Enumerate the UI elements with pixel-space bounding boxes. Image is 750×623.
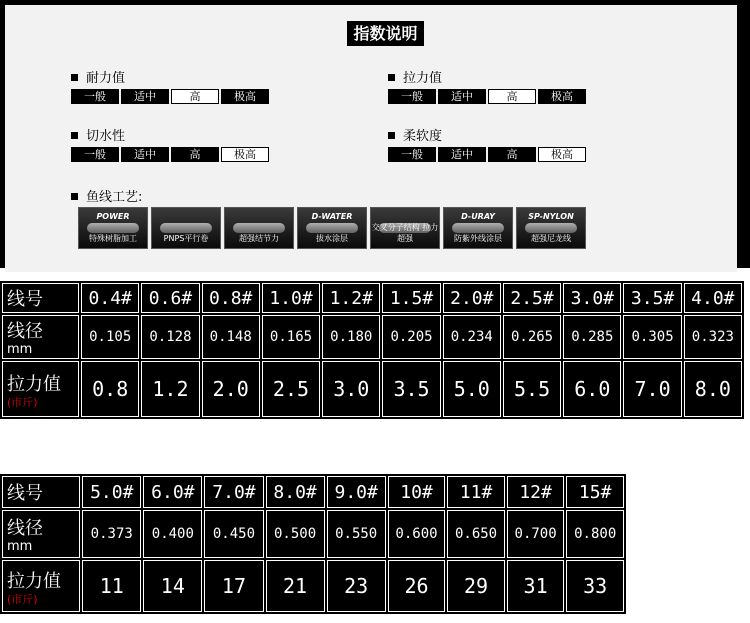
- diameter-cell: 0.373: [82, 510, 141, 558]
- level-3: 极高: [538, 147, 586, 162]
- level-3: 极高: [538, 89, 586, 104]
- strength-cell: 21: [266, 560, 325, 612]
- level-0: 一般: [71, 147, 119, 162]
- molecule-icon: [370, 207, 440, 249]
- strength-cell: 17: [204, 560, 263, 612]
- water-drop-icon: [297, 207, 367, 249]
- level-1: 适中: [121, 89, 169, 104]
- bullet-icon: [388, 132, 395, 139]
- diameter-cell: 0.165: [262, 315, 320, 359]
- strength-cell: 5.5: [503, 361, 561, 417]
- badge-graphic: [160, 223, 212, 233]
- diameter-cell: 0.305: [623, 315, 681, 359]
- size-cell: 15#: [566, 476, 624, 508]
- craft-badges: [78, 207, 589, 249]
- strength-cell: 2.5: [262, 361, 320, 417]
- badge-title: SP-NYLON: [528, 212, 574, 221]
- nylon-icon: [516, 207, 586, 249]
- strength-cell: 11: [82, 560, 141, 612]
- power-icon: [78, 207, 148, 249]
- size-cell: 2.5#: [503, 283, 561, 313]
- row-label-size: 线号: [2, 283, 79, 313]
- diameter-cell: 0.550: [327, 510, 386, 558]
- badge-caption: 特殊树脂加工: [89, 234, 137, 243]
- badge-caption: PNPS平行卷: [163, 234, 209, 243]
- badge-caption: 防紫外线涂层: [454, 234, 502, 243]
- size-cell: 4.0#: [684, 283, 742, 313]
- badge-title: D-URAY: [461, 212, 495, 221]
- diameter-cell: 0.234: [443, 315, 501, 359]
- badge-graphic: [452, 223, 504, 233]
- strength-cell: 3.5: [382, 361, 440, 417]
- size-cell: 7.0#: [204, 476, 263, 508]
- level-0: 一般: [71, 89, 119, 104]
- diameter-cell: 0.105: [81, 315, 139, 359]
- diameter-cell: 0.800: [566, 510, 624, 558]
- bullet-icon: [388, 74, 395, 81]
- strength-cell: 6.0: [563, 361, 621, 417]
- strength-cell: 3.0: [322, 361, 380, 417]
- strength-cell: 29: [447, 560, 505, 612]
- badge-caption: 拔水涂层: [316, 234, 348, 243]
- level-3: 极高: [221, 89, 269, 104]
- size-cell: 3.0#: [563, 283, 621, 313]
- badge-title: D-WATER: [311, 212, 353, 221]
- parallel-wind-icon: [151, 207, 221, 249]
- diameter-cell: 0.285: [563, 315, 621, 359]
- diameter-cell: 0.500: [266, 510, 325, 558]
- strength-cell: 33: [566, 560, 624, 612]
- bullet-icon: [71, 193, 78, 200]
- row-label-diameter: 线径 mm: [2, 315, 79, 359]
- row-label-strength: 拉力值 (市斤): [2, 361, 79, 417]
- badge-title: POWER: [96, 212, 130, 221]
- size-cell: 11#: [447, 476, 505, 508]
- level-bar: [71, 89, 271, 104]
- level-1: 适中: [438, 147, 486, 162]
- level-2: 高: [171, 147, 219, 162]
- strength-cell: 1.2: [141, 361, 199, 417]
- diameter-cell: 0.128: [141, 315, 199, 359]
- level-bar: [388, 147, 588, 162]
- knot-strength-icon: [224, 207, 294, 249]
- diameter-cell: 0.323: [684, 315, 742, 359]
- level-1: 适中: [438, 89, 486, 104]
- strength-cell: 31: [507, 560, 565, 612]
- strength-cell: 5.0: [443, 361, 501, 417]
- indicator-label: 柔软度: [403, 129, 443, 144]
- size-cell: 0.8#: [202, 283, 260, 313]
- level-0: 一般: [388, 147, 436, 162]
- row-label-strength: 拉力值 (市斤): [2, 560, 80, 612]
- strength-cell: 14: [143, 560, 202, 612]
- size-cell: 6.0#: [143, 476, 202, 508]
- size-cell: 1.2#: [322, 283, 380, 313]
- badge-caption: 超强结节力: [239, 234, 279, 243]
- level-1: 适中: [121, 147, 169, 162]
- bullet-icon: [71, 132, 78, 139]
- size-cell: 10#: [388, 476, 446, 508]
- level-bar: [71, 147, 271, 162]
- page-title: 指数说明: [347, 21, 424, 46]
- strength-cell: 2.0: [202, 361, 260, 417]
- level-2: 高: [488, 89, 536, 104]
- level-0: 一般: [388, 89, 436, 104]
- badge-graphic: [306, 223, 358, 233]
- diameter-cell: 0.400: [143, 510, 202, 558]
- size-cell: 1.0#: [262, 283, 320, 313]
- badge-graphic: [233, 223, 285, 233]
- uv-shield-icon: [443, 207, 513, 249]
- strength-cell: 0.8: [81, 361, 139, 417]
- row-label-diameter: 线径 mm: [2, 510, 80, 558]
- diameter-cell: 0.148: [202, 315, 260, 359]
- size-cell: 9.0#: [327, 476, 386, 508]
- indicator-label: 耐力值: [86, 71, 126, 86]
- level-bar: [388, 89, 588, 104]
- strength-cell: 23: [327, 560, 386, 612]
- diameter-cell: 0.700: [507, 510, 565, 558]
- row-label-size: 线号: [2, 476, 80, 508]
- level-2: 高: [488, 147, 536, 162]
- strength-cell: 26: [388, 560, 446, 612]
- diameter-cell: 0.265: [503, 315, 561, 359]
- indicator-label: 切水性: [86, 129, 126, 144]
- indicator-label: 拉力值: [403, 71, 443, 86]
- badge-graphic: [87, 223, 139, 233]
- badge-caption: 超强尼龙线: [531, 234, 571, 243]
- craft-label: 鱼线工艺:: [86, 190, 143, 205]
- craft-heading: [71, 186, 142, 205]
- diameter-cell: 0.205: [382, 315, 440, 359]
- size-cell: 5.0#: [82, 476, 141, 508]
- size-cell: 0.6#: [141, 283, 199, 313]
- spec-table-2: [0, 474, 626, 614]
- strength-cell: 8.0: [684, 361, 742, 417]
- size-cell: 3.5#: [623, 283, 681, 313]
- size-cell: 12#: [507, 476, 565, 508]
- level-2: 高: [171, 89, 219, 104]
- strength-cell: 7.0: [623, 361, 681, 417]
- size-cell: 8.0#: [266, 476, 325, 508]
- diameter-cell: 0.600: [388, 510, 446, 558]
- size-cell: 0.4#: [81, 283, 139, 313]
- diameter-cell: 0.650: [447, 510, 505, 558]
- size-cell: 2.0#: [443, 283, 501, 313]
- diameter-cell: 0.450: [204, 510, 263, 558]
- badge-caption: 交叉分子结构 拉力超强: [371, 223, 439, 243]
- diameter-cell: 0.180: [322, 315, 380, 359]
- spec-table-1: [0, 281, 744, 419]
- size-cell: 1.5#: [382, 283, 440, 313]
- bullet-icon: [71, 74, 78, 81]
- badge-graphic: [525, 223, 577, 233]
- level-3: 极高: [221, 147, 269, 162]
